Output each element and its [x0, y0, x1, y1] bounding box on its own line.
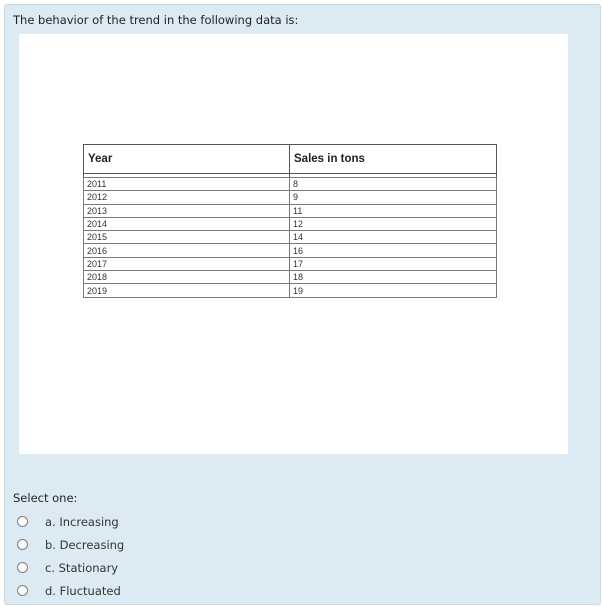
- radio-button[interactable]: [17, 539, 28, 550]
- table-row: [84, 271, 497, 284]
- cell-year: 2014: [84, 217, 290, 230]
- answer-options: [17, 510, 124, 602]
- table-row: [84, 244, 497, 257]
- option-d[interactable]: [17, 579, 124, 602]
- cell-sales: 14: [290, 231, 497, 244]
- table-row: [84, 191, 497, 204]
- header-year: Year: [84, 145, 290, 174]
- cell-year: 2017: [84, 257, 290, 270]
- table-row: [84, 284, 497, 297]
- cell-year: 2015: [84, 231, 290, 244]
- cell-sales: 16: [290, 244, 497, 257]
- cell-year: 2016: [84, 244, 290, 257]
- option-label[interactable]: d. Fluctuated: [45, 583, 121, 598]
- cell-year: 2011: [84, 178, 290, 191]
- cell-year: 2018: [84, 271, 290, 284]
- table-row: [84, 217, 497, 230]
- table-row: [84, 178, 497, 191]
- cell-sales: 19: [290, 284, 497, 297]
- cell-year: 2012: [84, 191, 290, 204]
- option-c[interactable]: [17, 556, 124, 579]
- question-text: The behavior of the trend in the following data is:: [13, 13, 299, 27]
- cell-year: 2019: [84, 284, 290, 297]
- cell-sales: 8: [290, 178, 497, 191]
- radio-button[interactable]: [17, 562, 28, 573]
- option-label[interactable]: c. Stationary: [45, 560, 119, 575]
- question-image: [19, 34, 568, 454]
- table-header-row: [84, 145, 497, 174]
- cell-year: 2013: [84, 204, 290, 217]
- sales-table: [83, 144, 497, 298]
- select-one-label: Select one:: [13, 491, 78, 505]
- option-label[interactable]: a. Increasing: [45, 514, 119, 529]
- option-b[interactable]: [17, 533, 124, 556]
- header-sales: Sales in tons: [290, 145, 497, 174]
- cell-sales: 9: [290, 191, 497, 204]
- table-row: [84, 231, 497, 244]
- cell-sales: 18: [290, 271, 497, 284]
- radio-button[interactable]: [17, 585, 28, 596]
- option-a[interactable]: [17, 510, 124, 533]
- option-label[interactable]: b. Decreasing: [45, 537, 125, 552]
- table-row: [84, 204, 497, 217]
- cell-sales: 11: [290, 204, 497, 217]
- radio-button[interactable]: [17, 516, 28, 527]
- table-row: [84, 257, 497, 270]
- cell-sales: 17: [290, 257, 497, 270]
- question-panel: [4, 4, 601, 605]
- cell-sales: 12: [290, 217, 497, 230]
